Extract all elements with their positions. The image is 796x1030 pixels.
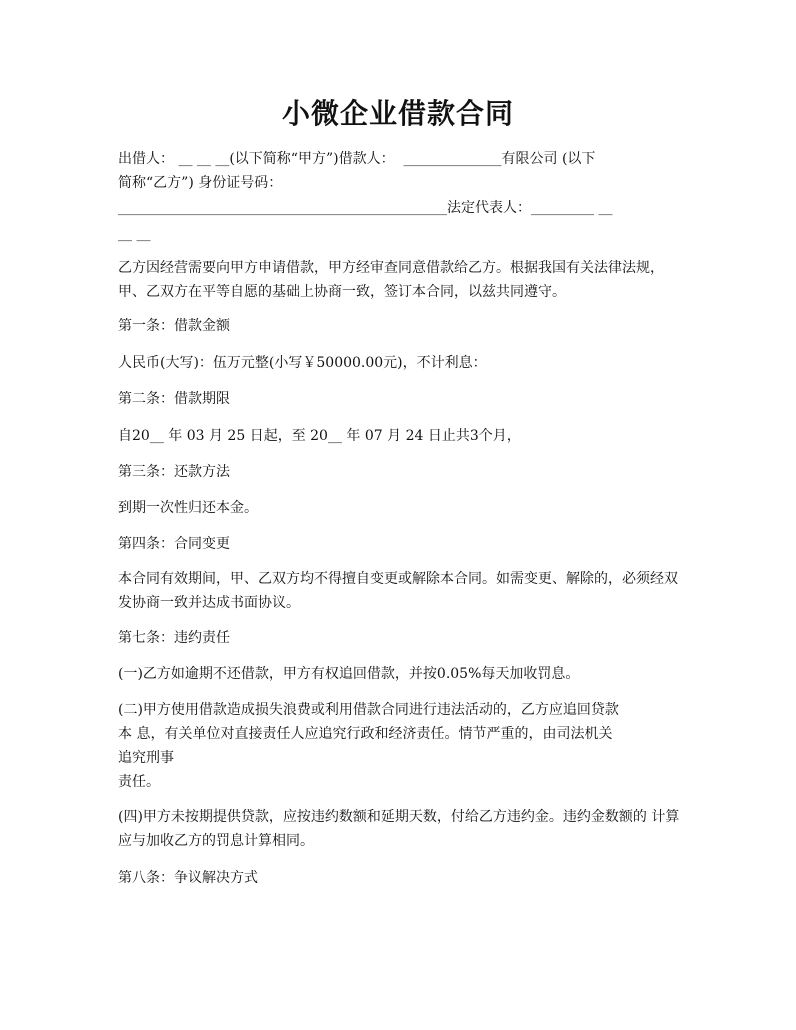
intro-paragraph: 乙方因经营需要向甲方申请借款，甲方经审查同意借款给乙方。根据我国有关法律法规，甲、乙双方在平等自愿的基础上协商一致，签订本合同，以兹共同遵守。 (118, 260, 664, 300)
article-7-title: 第七条：违约责任 (118, 630, 230, 646)
article-4-body: 本合同有效期间，甲、乙双方均不得擅自变更或解除本合同。如需变更、解除的，必须经双发协商一致并达成书面协议。 (118, 571, 678, 611)
article-2-title: 第二条：借款期限 (118, 391, 230, 407)
header-line-4: __ __ (118, 226, 151, 242)
article-2-body: 自20__ 年 03 月 25 日起，至 20__ 年 07 月 24 日止共3个月， (118, 428, 521, 444)
article-7-item-2-line-3: 追究刑事 (118, 750, 174, 766)
article-4-title: 第四条：合同变更 (118, 536, 230, 552)
document-title: 小微企业借款合同 (281, 97, 514, 130)
article-3-title: 第三条：还款方法 (118, 464, 230, 480)
article-1-body: 人民币(大写)：伍万元整(小写￥50000.00元)，不计利息： (118, 355, 487, 371)
article-1-title: 第一条：借款金额 (118, 318, 230, 334)
article-7-item-4: (四)甲方未按期提供贷款，应按违约数额和延期天数，付给乙方违约金。违约金数额的 计算应与加收乙方的罚息计算相同。 (118, 809, 680, 849)
article-7-item-2-line-4: 责任。 (118, 774, 160, 790)
article-7-item-1: (一)乙方如逾期不还借款，甲方有权追回借款，并按0.05%每天加收罚息。 (118, 666, 580, 682)
header-line-2: 简称“乙方”) 身份证号码： (118, 175, 283, 191)
article-7-item-2-line-1: (二)甲方使用借款造成损失浪费或利用借款合同进行违法活动的，乙方应追回贷款 (118, 702, 619, 718)
header-line-3: _______________________________________________法定代表人：_________ __ (118, 200, 613, 216)
article-8-title: 第八条：争议解决方式 (118, 870, 258, 886)
header-line-1: 出借人： __ __ __(以下简称“甲方”)借款人： ______________有限公司 (以下 (118, 151, 596, 167)
article-7-item-2-line-2: 本 息，有关单位对直接责任人应追究行政和经济责任。情节严重的，由司法机关 (118, 726, 613, 742)
article-3-body: 到期一次性归还本金。 (118, 500, 258, 516)
